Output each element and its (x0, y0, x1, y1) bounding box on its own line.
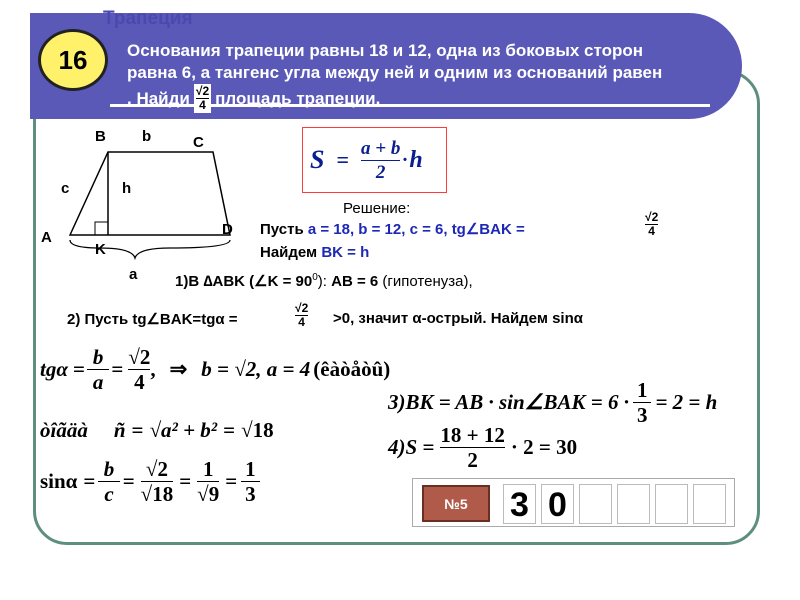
problem-tangent-fraction (194, 84, 211, 113)
label-a: a (129, 266, 138, 283)
fraction-denominator: √18 (140, 482, 174, 506)
step-1 (175, 272, 473, 290)
comma: , (150, 357, 156, 381)
math-row-c (40, 418, 274, 443)
b-a-values: b = √2, a = 4 (201, 357, 311, 381)
fraction-sum-2 (440, 423, 504, 472)
label-b: b (142, 128, 152, 145)
equals-sign: = (72, 357, 85, 381)
fraction-denominator: 4 (196, 98, 209, 112)
fraction-1-3 (243, 457, 258, 506)
let-prefix: Пусть (260, 221, 304, 238)
solution-heading: Решение: (343, 200, 411, 217)
fraction-1-3 (635, 378, 650, 427)
fraction-denominator: 4 (295, 315, 308, 329)
equals-sign: = (225, 469, 238, 493)
tg-alpha: tgα (40, 357, 68, 381)
dot: · (402, 148, 408, 171)
fraction-numerator: √2 (145, 457, 168, 481)
step2-fraction (295, 302, 308, 329)
fraction-numerator: 1 (202, 457, 214, 481)
fraction-root2-root18 (141, 457, 174, 506)
step-2b: >0, значит α-острый. Найдем sinα (333, 310, 583, 327)
answer-cell-6[interactable] (693, 484, 726, 524)
fraction-numerator: b (103, 457, 115, 481)
fraction-denominator: 4 (645, 224, 658, 238)
area-formula (310, 132, 445, 188)
hypotenuse-expression: √a² + b² (149, 418, 218, 442)
label-C: C (193, 134, 204, 151)
problem-statement (127, 40, 767, 113)
equals-sign: = (179, 469, 192, 493)
fraction-numerator: 1 (245, 457, 256, 481)
find-value: BK = h (321, 244, 370, 261)
step-3 (388, 378, 717, 427)
problem-line-2: равна 6, а тангенс угла между ней и одним из оснований равен (127, 63, 663, 82)
fraction-root2-4 (128, 345, 150, 394)
let-tangent-fraction (645, 211, 658, 238)
sin-alpha: sinα (40, 469, 78, 493)
area-fraction (361, 137, 400, 184)
problem-line-3b: площадь трапеции. (215, 88, 381, 108)
let-line (260, 220, 525, 238)
fraction-denominator: 2 (440, 447, 504, 472)
answer-cell-1[interactable]: 3 (503, 484, 536, 524)
math-row-tg (40, 345, 390, 394)
label-c: c (61, 180, 70, 197)
fraction-denominator: c (98, 481, 119, 506)
fraction-denominator: a (87, 369, 110, 394)
answer-cell-3[interactable] (579, 484, 612, 524)
step-4 (388, 423, 577, 472)
fraction-denominator: 2 (361, 160, 400, 184)
trapezoid-shape (70, 152, 230, 235)
step1-bold: AB = 6 (331, 273, 379, 290)
label-h: h (122, 180, 132, 197)
equals-sign: = (122, 469, 135, 493)
answer-label: №5 (422, 485, 490, 522)
step1-prefix: 1)В ∆ABK (∠K = 90 (175, 273, 313, 290)
answer-cell-2[interactable]: 0 (541, 484, 574, 524)
answer-cell-5[interactable] (655, 484, 688, 524)
implies-arrow: ⇒ (169, 357, 188, 381)
label-A: A (41, 229, 52, 246)
page-title: Трапеция (103, 8, 193, 29)
step4-suffix: · 2 = 30 (510, 435, 578, 459)
step3-suffix: = 2 = h (655, 390, 718, 414)
step3-prefix: 3)BK = AB · sin∠BAK = 6 · (388, 390, 629, 414)
fraction-b-a (90, 345, 107, 394)
equals-sign: = (223, 418, 236, 442)
right-angle-mark (95, 222, 108, 235)
find-line (260, 244, 369, 261)
let-values: a = 18, b = 12, c = 6, tg∠BAK = (307, 221, 525, 238)
problem-line-1: Основания трапеции равны 18 и 12, одна из боковых сторон (127, 41, 643, 60)
fraction-numerator: a + b (361, 137, 401, 159)
fraction-numerator: √2 (128, 345, 151, 369)
step1-sup: 0 (312, 272, 318, 283)
step1-mid: ): (317, 273, 332, 290)
answer-cell-4[interactable] (617, 484, 650, 524)
fraction-denominator: 3 (241, 481, 260, 506)
fraction-denominator: 3 (633, 402, 652, 427)
equals-sign: = (336, 147, 350, 172)
legs-note: (êàòåòû) (313, 357, 391, 381)
fraction-numerator: √2 (295, 301, 309, 315)
equals-sign: = (111, 357, 124, 381)
step4-prefix: 4)S = (388, 435, 435, 459)
root-18: √18 (241, 418, 274, 442)
base-brace (70, 240, 230, 258)
equals-sign: = (83, 469, 96, 493)
fraction-numerator: √2 (645, 210, 659, 224)
step-2a: 2) Пусть tg∠BAK=tgα = (67, 311, 238, 328)
fraction-denominator: √9 (197, 482, 220, 506)
math-row-sin (40, 457, 258, 506)
area-symbol: S (310, 145, 325, 174)
then-word: òîãäà (40, 418, 88, 442)
step1-suffix: (гипотенуза), (378, 273, 473, 290)
height-symbol: h (409, 146, 423, 173)
label-K: K (95, 241, 106, 258)
find-prefix: Найдем (260, 244, 318, 261)
trapezoid-diagram (40, 130, 270, 290)
fraction-numerator: 18 + 12 (440, 423, 505, 447)
problem-number-badge: 16 (38, 29, 108, 91)
fraction-numerator: √2 (195, 84, 210, 98)
fraction-denominator: 4 (128, 369, 150, 394)
equals-sign: = (131, 418, 144, 442)
c-symbol: ñ (113, 418, 126, 442)
fraction-1-root9 (197, 457, 219, 506)
fraction-numerator: b (92, 345, 104, 369)
fraction-numerator: 1 (636, 378, 648, 402)
fraction-b-c (101, 457, 116, 506)
label-B: B (95, 128, 106, 145)
label-D: D (222, 221, 233, 238)
problem-line-3a: . Найди (127, 88, 190, 108)
